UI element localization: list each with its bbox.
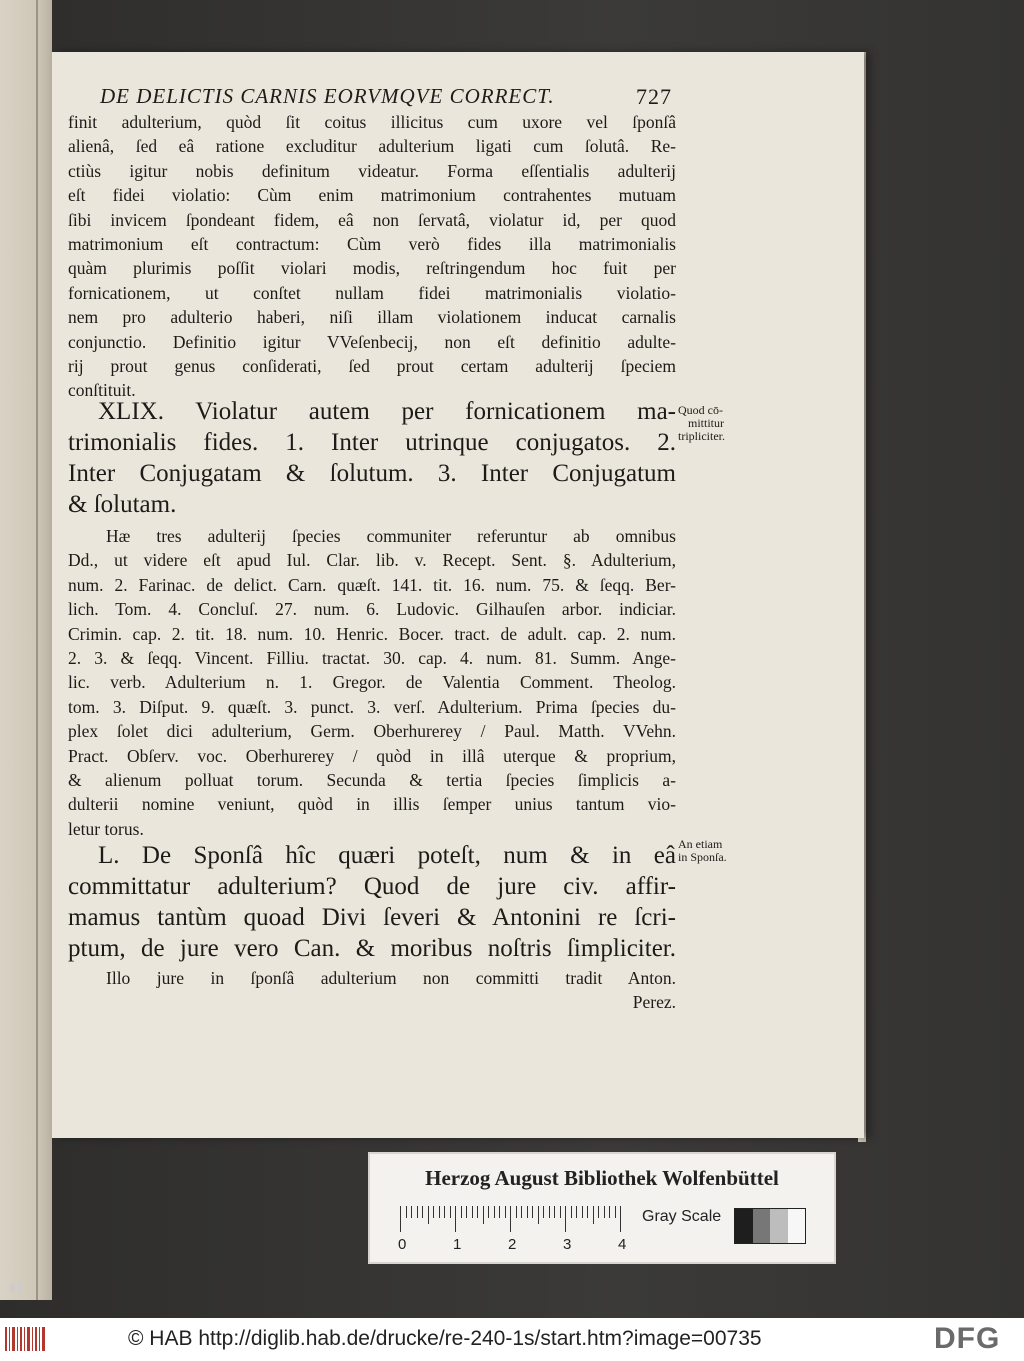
thesis-line: trimonialis fides. 1. Inter utrinque conjugatos. 2.	[68, 429, 676, 456]
ruler-tick	[488, 1206, 489, 1218]
ruler-label: 0	[398, 1236, 407, 1253]
thesis-line: Inter Conjugatam & ſolutum. 3. Inter Conjugatum	[68, 460, 676, 487]
ruler-tick	[571, 1206, 572, 1218]
text-line: & alienum polluat torum. Secunda & tertia ſpecies ſimplicis a-	[68, 769, 676, 790]
ruler-tick	[455, 1206, 456, 1232]
text-line: tom. 3. Diſput. 9. quæſt. 3. punct. 3. verſ. Adulterium. Prima ſpecies du-	[68, 696, 676, 717]
text-line: num. 2. Farinac. de delict. Carn. quæſt. 141. tit. 16. num. 75. & ſeqq. Ber-	[68, 574, 676, 595]
ruler-tick	[527, 1206, 528, 1218]
thesis-50	[68, 840, 676, 964]
text-line: ſibi invicem ſpondeant fidem, eâ non ſervatâ, violatur id, per quod	[68, 209, 676, 230]
dfg-logo: DFG	[934, 1322, 1001, 1355]
text-line: conjunctio. Definitio igitur VVeſenbecij, non eſt definitio adulte-	[68, 331, 676, 352]
thesis-49	[68, 396, 676, 520]
margin-note-line: An etiam	[678, 837, 723, 851]
ruler-tick	[532, 1206, 533, 1218]
ruler-tick	[444, 1206, 445, 1218]
text-line: Dd., ut videre eſt apud Iul. Clar. lib. v. Recept. Sent. §. Adulterium,	[68, 550, 676, 571]
text-line: alienâ, ſed eâ ratione excluditur adulterium ligati cum ſolutâ. Re-	[68, 136, 676, 157]
left-page-edge	[0, 0, 52, 1300]
library-name: Herzog August Bibliothek Wolfenbüttel	[425, 1166, 779, 1190]
ruler-tick	[433, 1206, 434, 1218]
ruler-tick	[505, 1206, 506, 1218]
ruler-tick	[450, 1206, 451, 1218]
thesis-line: mamus tantùm quoad Divi ſeveri & Antonini re ſcri-	[68, 904, 676, 931]
scan-marks: ▮▮	[8, 1280, 25, 1296]
ruler-tick	[620, 1206, 621, 1232]
text-line: ctiùs igitur nobis definitum videatur. Forma eſſentialis adulterij	[68, 160, 676, 181]
margin-note-1	[678, 404, 725, 443]
paragraph-1	[68, 110, 676, 403]
text-line: quàm plurimis poſſit violari modis, reſtringendum hoc fuit per	[68, 258, 676, 279]
ruler-tick	[417, 1206, 418, 1218]
ruler-tick	[593, 1206, 594, 1224]
ruler-tick	[560, 1206, 561, 1218]
barcode-icon	[4, 1324, 48, 1354]
text-line: finit adulterium, quòd ſit coitus illicitus cum uxore vel ſponſâ	[68, 112, 676, 132]
text-line: lic. verb. Adulterium n. 1. Gregor. de Valentia Comment. Theolog.	[68, 672, 676, 693]
text-line: Pract. Obſerv. voc. Oberhurerey / quòd in illâ uterque & proprium,	[68, 745, 676, 766]
ruler-tick	[494, 1206, 495, 1218]
text-line: matrimonium eſt contractum: Cùm verò fides illa matrimonialis	[68, 233, 676, 254]
ruler-tick	[543, 1206, 544, 1218]
text-line: Hæ tres adulterij ſpecies communiter referuntur ab omnibus	[106, 526, 676, 546]
ruler-tick	[477, 1206, 478, 1218]
gray-scale-swatch	[734, 1208, 806, 1244]
text-line: Crimin. cap. 2. tit. 18. num. 10. Henric. Bocer. tract. de adult. cap. 2. num.	[68, 623, 676, 644]
ruler-tick	[598, 1206, 599, 1218]
text-line: eſt fidei violatio: Cùm enim matrimonium contrahentes mutuam	[68, 185, 676, 206]
ruler-labels	[394, 1236, 627, 1256]
text-line: 2. 3. & ſeqq. Vincent. Filliu. tractat. 30. cap. 4. num. 81. Summ. Ange-	[68, 647, 676, 668]
ruler-tick	[428, 1206, 429, 1224]
ruler-tick	[472, 1206, 473, 1218]
library-color-target	[368, 1152, 836, 1264]
scale-ruler	[400, 1206, 600, 1232]
ruler-label: 4	[618, 1236, 627, 1253]
ruler-tick	[582, 1206, 583, 1218]
viewer-footer	[0, 1318, 1024, 1361]
ruler-tick	[604, 1206, 605, 1218]
text-line: nem pro adulterio haberi, niſi illam violationem inducat carnalis	[68, 307, 676, 328]
margin-note-line: Quod cō-	[678, 403, 723, 417]
text-line: rij prout genus conſiderati, ſed prout certam adulterij ſpeciem	[68, 355, 676, 376]
ruler-tick	[439, 1206, 440, 1218]
thesis-line: L. De Sponſâ hîc quæri poteſt, num & in eâ	[98, 842, 676, 869]
ruler-tick	[615, 1206, 616, 1218]
margin-note-2	[678, 838, 727, 864]
ruler-tick	[538, 1206, 539, 1224]
text-line: plex ſolet dici adulterium, Germ. Oberhurerey / Paul. Matth. VVehn.	[68, 721, 676, 742]
ruler-tick	[576, 1206, 577, 1218]
paragraph-2	[68, 524, 676, 841]
ruler-label: 3	[563, 1236, 572, 1253]
text-line: dulterii nomine veniunt, quòd in illis ſemper unius tantum vio-	[68, 794, 676, 815]
ruler-tick	[483, 1206, 484, 1224]
copyright-link[interactable]: © HAB http://diglib.hab.de/drucke/re-240-1s/start.htm?image=00735	[128, 1327, 762, 1350]
catchword: Perez.	[632, 992, 676, 1013]
running-title: DE DELICTIS CARNIS EORVMQVE CORRECT.	[100, 84, 555, 108]
text-line: fornicationem, ut conſtet nullam fidei matrimonialis violatio-	[68, 282, 676, 303]
ruler-label: 1	[453, 1236, 462, 1253]
ruler-tick	[411, 1206, 412, 1218]
ruler-label: 2	[508, 1236, 517, 1253]
page-number: 727	[636, 84, 672, 109]
margin-note-line: mittitur	[688, 416, 724, 430]
text-line: Illo jure in ſponſâ adulterium non committi tradit Anton.	[106, 968, 676, 988]
thesis-line: XLIX. Violatur autem per fornicationem ma-	[98, 398, 676, 425]
ruler-tick	[499, 1206, 500, 1218]
text-line: conſtituit.	[68, 380, 136, 401]
thesis-line: committatur adulterium? Quod de jure civ. affir-	[68, 873, 676, 900]
thesis-line: ptum, de jure vero Can. & moribus noſtris ſimpliciter.	[68, 935, 676, 962]
margin-note-line: in Sponſa.	[678, 850, 727, 864]
margin-note-line: tripliciter.	[678, 429, 725, 443]
ruler-tick	[466, 1206, 467, 1218]
ruler-tick	[516, 1206, 517, 1218]
gray-scale-label: Gray Scale	[642, 1208, 722, 1225]
ruler-tick	[422, 1206, 423, 1218]
ruler-tick	[510, 1206, 511, 1232]
ruler-tick	[609, 1206, 610, 1218]
ruler-tick	[549, 1206, 550, 1218]
ruler-tick	[400, 1206, 401, 1232]
ruler-tick	[461, 1206, 462, 1218]
ruler-tick	[587, 1206, 588, 1218]
ruler-tick	[554, 1206, 555, 1218]
ruler-tick	[406, 1206, 407, 1218]
text-line: letur torus.	[68, 818, 144, 839]
ruler-tick	[521, 1206, 522, 1218]
ruler-tick	[565, 1206, 566, 1232]
paragraph-3	[68, 966, 676, 1015]
text-line: lich. Tom. 4. Concluſ. 27. num. 6. Ludovic. Gilhauſen arbor. indiciar.	[68, 599, 676, 620]
thesis-line: & ſolutam.	[68, 491, 177, 518]
